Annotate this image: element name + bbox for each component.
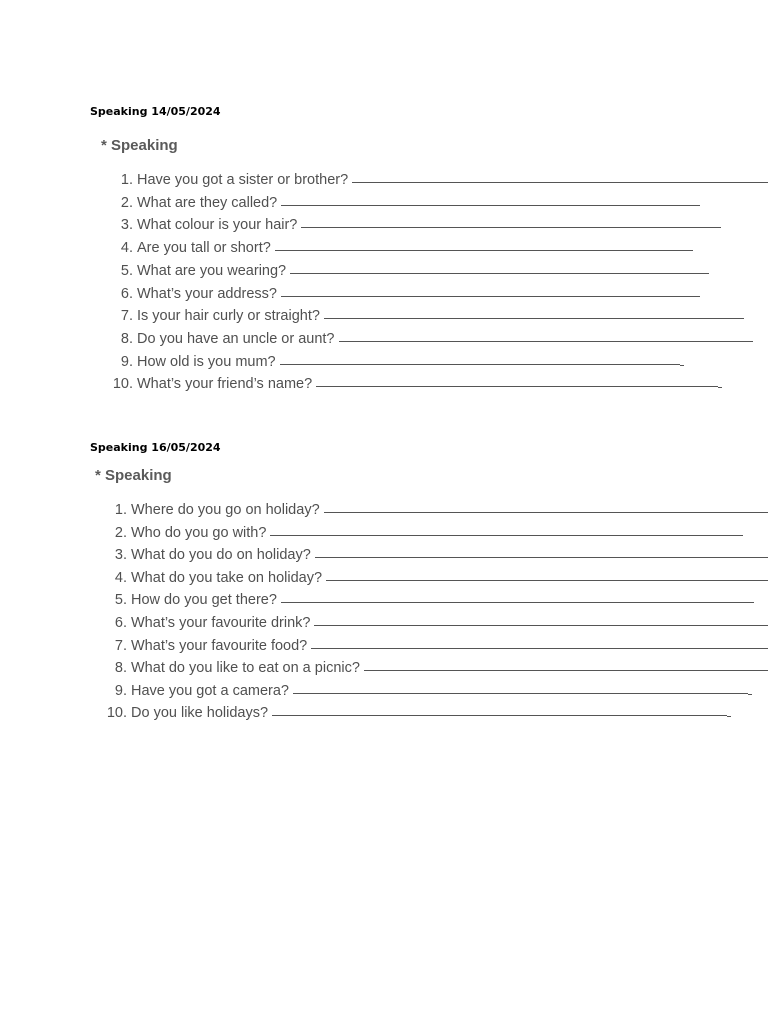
question-text: What’s your favourite drink? — [131, 615, 311, 631]
question-item — [108, 238, 693, 258]
question-text: What are you wearing? — [137, 263, 287, 279]
question-text: What’s your favourite food? — [131, 638, 308, 654]
answer-line — [326, 580, 768, 581]
question-number: 10. — [112, 376, 133, 392]
question-number: 8. — [120, 331, 133, 347]
question-item — [108, 284, 700, 304]
question-text: What’s your address? — [137, 286, 277, 302]
question-item — [103, 523, 743, 543]
question-text: Who do you go with? — [131, 525, 267, 541]
question-text: What’s your friend’s name? — [137, 376, 313, 392]
question-number: 10. — [106, 705, 127, 721]
answer-line — [339, 341, 754, 342]
question-item — [108, 170, 768, 190]
answer-line — [275, 250, 693, 251]
question-number: 5. — [120, 263, 133, 279]
answer-line — [280, 364, 680, 365]
question-text: What colour is your hair? — [137, 217, 298, 233]
question-text: What do you take on holiday? — [131, 570, 323, 586]
answer-line — [301, 227, 721, 228]
answer-line — [293, 693, 748, 694]
question-number: 2. — [120, 195, 133, 211]
question-item — [108, 352, 684, 372]
answer-line — [281, 602, 754, 603]
date-heading: Speaking 16/05/2024 — [90, 441, 221, 454]
question-text: What do you do on holiday? — [131, 547, 311, 563]
question-number: 7. — [120, 308, 133, 324]
question-text: How do you get there? — [131, 592, 277, 608]
question-number: 6. — [120, 286, 133, 302]
question-text: Is your hair curly or straight? — [137, 308, 320, 324]
question-text: Do you like holidays? — [131, 705, 269, 721]
question-number: 3. — [114, 547, 127, 563]
answer-line — [314, 625, 768, 626]
question-text: How old is you mum? — [137, 354, 276, 370]
question-number: 1. — [114, 502, 127, 518]
question-number: 2. — [114, 525, 127, 541]
question-item — [108, 329, 753, 349]
section-sub-heading: * Speaking — [101, 137, 178, 154]
question-text: What are they called? — [137, 195, 278, 211]
answer-line-end — [748, 694, 752, 695]
answer-line — [270, 535, 743, 536]
answer-line — [281, 205, 700, 206]
question-item — [103, 658, 768, 678]
answer-line-end — [718, 387, 722, 388]
question-item — [103, 703, 731, 723]
answer-line — [281, 296, 700, 297]
answer-line-end — [680, 365, 684, 366]
section-sub-heading: * Speaking — [95, 467, 172, 484]
question-number: 4. — [120, 240, 133, 256]
answer-line — [352, 182, 768, 183]
question-item — [103, 681, 752, 701]
question-number: 9. — [120, 354, 133, 370]
question-item — [108, 374, 722, 394]
question-item — [103, 590, 754, 610]
question-item — [103, 545, 768, 565]
question-number: 7. — [114, 638, 127, 654]
question-number: 1. — [120, 172, 133, 188]
answer-line — [316, 386, 718, 387]
question-text: Have you got a camera? — [131, 683, 289, 699]
answer-line — [324, 512, 768, 513]
question-item — [103, 568, 768, 588]
question-number: 8. — [114, 660, 127, 676]
question-number: 6. — [114, 615, 127, 631]
question-text: Where do you go on holiday? — [131, 502, 320, 518]
question-item — [103, 636, 768, 656]
question-text: Have you got a sister or brother? — [137, 172, 349, 188]
question-item — [103, 500, 768, 520]
question-item — [108, 261, 709, 281]
question-number: 4. — [114, 570, 127, 586]
question-item — [108, 215, 721, 235]
question-text: Do you have an uncle or aunt? — [137, 331, 335, 347]
question-number: 3. — [120, 217, 133, 233]
date-heading: Speaking 14/05/2024 — [90, 105, 221, 118]
question-item — [108, 306, 744, 326]
question-number: 5. — [114, 592, 127, 608]
answer-line — [311, 648, 768, 649]
question-text: Are you tall or short? — [137, 240, 271, 256]
question-item — [108, 193, 700, 213]
answer-line — [272, 715, 727, 716]
question-item — [103, 613, 768, 633]
answer-line — [290, 273, 709, 274]
answer-line — [315, 557, 768, 558]
question-text: What do you like to eat on a picnic? — [131, 660, 360, 676]
answer-line-end — [727, 716, 731, 717]
answer-line — [364, 670, 768, 671]
answer-line — [324, 318, 744, 319]
question-number: 9. — [114, 683, 127, 699]
